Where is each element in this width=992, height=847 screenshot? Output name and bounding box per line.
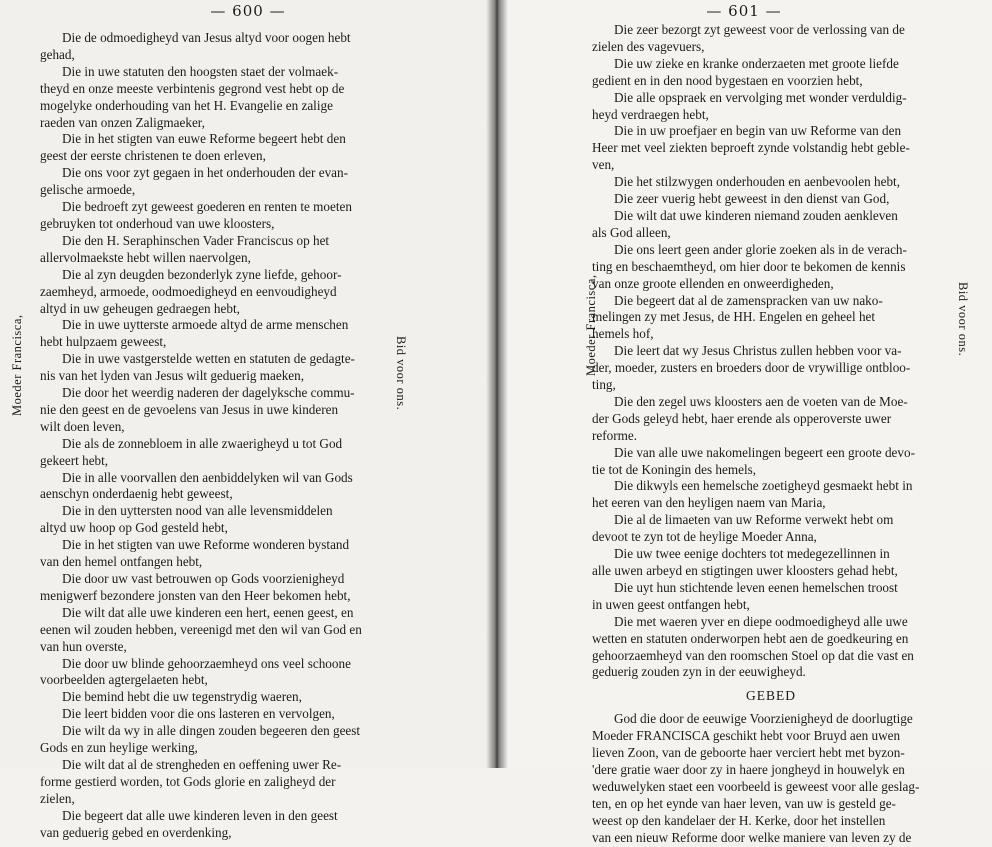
page-number: — 601 — <box>706 2 782 20</box>
text-line: forme gestierd worden, tot Gods glorie en zaligheyd der <box>40 773 336 789</box>
text-line: wilt doen leven, <box>40 418 125 434</box>
right-page <box>496 0 992 845</box>
text-line: Die als de zonnebloem in alle zwaerigheyd u tot God <box>62 435 343 451</box>
text-line: Die dikwyls een hemelsche zoetigheyd gesmaekt hebt in <box>614 478 913 494</box>
text-line: van den hemel ontfangen hebt, <box>40 554 203 570</box>
text-line: gedient en in den nood bygestaen en voorzien hebt, <box>592 72 863 88</box>
text-line: hebt hulpzaem geweest, <box>40 334 167 350</box>
side-label-moeder-francisca: Moeder Francisca, <box>584 274 598 376</box>
text-line: hemels hof, <box>592 326 654 342</box>
side-label-bid-voor-ons: Bid voor ons. <box>394 336 408 411</box>
text-line: wetten en statuten onderworpen hebt aen de goedkeuring en <box>592 630 909 646</box>
text-line: Die ons leert geen ander glorie zoeken als in de verach- <box>614 241 907 257</box>
text-line: gebruyken tot onderhoud van uwe kloosters, <box>40 215 275 231</box>
left-page-text <box>40 30 392 842</box>
text-line: Die uyt hun stichtende leven eenen hemelschen troost <box>614 579 898 595</box>
text-line: weduwelyken staet een voorbeeld is geweest voor alle geslag- <box>592 778 920 794</box>
text-line: tie tot de Koningin des hemels, <box>592 461 757 477</box>
side-label-moeder-francisca: Moeder Francisca, <box>10 314 24 416</box>
text-line: lieven Zoon, van de geboorte haer verciert hebt met byzon- <box>592 745 905 761</box>
right-page-text <box>592 22 950 847</box>
text-line: Die begeert dat alle uwe kinderen leven in den geest <box>62 807 338 823</box>
text-line: Die het stilzwygen onderhouden en aenbevoolen hebt, <box>614 174 901 190</box>
side-label-bid-voor-ons: Bid voor ons. <box>956 282 970 357</box>
text-line: Die zeer vuerig hebt geweest in den dienst van God, <box>614 191 890 207</box>
text-line: Die al de limaeten van uw Reforme verwekt hebt om <box>614 512 894 528</box>
text-line: ten, en op het eynde van haer leven, van uw is gesteld ge- <box>592 795 896 811</box>
text-line: Heer met veel ziekten beproeft zynde volstandig hebt geble- <box>592 140 910 156</box>
text-line: menigwerf bezondere jonsten van den Heer bekomen hebt, <box>40 587 351 603</box>
text-line: raeden van onzen Zaligmaeker, <box>40 114 205 130</box>
text-line: reforme. <box>592 427 638 443</box>
text-line: ting en beschaemtheyd, om hier door te bekomen de kennis <box>592 258 906 274</box>
text-line: der, moeder, zusters en broeders door de vrywillige ontbloo- <box>592 360 911 376</box>
text-line: Die wilt dat al de strengheden en oeffening uwer Re- <box>62 756 342 772</box>
text-line: altyd uw hoop op God gesteld hebt, <box>40 520 228 536</box>
text-line: nis van het lyden van Jesus wilt geduerig maeken, <box>40 368 305 384</box>
text-line: Die de odmoedigheyd van Jesus altyd voor oogen hebt <box>62 30 351 45</box>
text-line: gehoorzaemheyd van den roomschen Stoel op dat die vast en <box>592 647 914 663</box>
text-line: Gods en zun heylige werking, <box>40 740 198 756</box>
text-line: zielen des vagevuers, <box>592 38 705 54</box>
text-line: der Gods geleyd hebt, haer erende als opperoverste uwer <box>592 410 892 426</box>
text-line: weest op den kandelaer der H. Kerke, door het instellen <box>592 812 886 828</box>
text-line: geduerig zouden zyn in der eeuwigheyd. <box>592 664 806 680</box>
prayer-text <box>592 711 950 846</box>
text-line: Die leert dat wy Jesus Christus zullen hebben voor va- <box>614 343 902 359</box>
text-line: melingen zy met Jesus, de HH. Engelen en geheel het <box>592 309 876 325</box>
text-line: Die uw twee eenige dochters tot medegezellinnen in <box>614 546 890 562</box>
text-line: Die den H. Seraphinschen Vader Franciscus op het <box>62 232 330 248</box>
text-line: Die wilt da wy in alle dingen zouden begeeren den geest <box>62 723 361 739</box>
text-line: nie den geest en de gevoelens van Jesus in uwe kinderen <box>40 401 339 417</box>
text-line: allervolmaekste hebt willen naervolgen, <box>40 249 251 265</box>
text-line: van onze groote ellenden en onweerdigheden, <box>592 275 834 291</box>
text-line: van een nieuw Reforme door welke maniere van leven zy de <box>592 829 912 845</box>
text-line: Die door het weerdig naderen der dagelyksche commu- <box>62 385 355 401</box>
text-line: gelische armoede, <box>40 182 136 198</box>
text-line: gekeert hebt, <box>40 452 109 468</box>
text-line: Die bemind hebt die uw tegenstrydig waeren, <box>62 689 302 705</box>
text-line: Die van alle uwe nakomelingen begeert een groote devo- <box>614 444 915 460</box>
text-line: Die bedroeft zyt geweest goederen en renten te moeten <box>62 199 352 215</box>
text-line: aenschyn onderdaenig hebt geweest, <box>40 486 233 502</box>
text-line: Die in het stigten van euwe Reforme begeert hebt den <box>62 131 346 147</box>
book-gutter <box>486 0 508 768</box>
text-line: eenen wil zouden hebben, vereenigd met den wil van God en <box>40 621 362 637</box>
text-line: gehad, <box>40 46 75 62</box>
text-line: Die in uw proefjaer en begin van uw Reforme van den <box>614 123 902 139</box>
text-line: Die in uwe vastgerstelde wetten en statuten de gedagte- <box>62 351 355 367</box>
text-line: Die met waeren yver en diepe oodmoedigheyd alle uwe <box>614 613 908 629</box>
text-line: in uwen geest ontfangen hebt, <box>592 596 750 612</box>
text-line: voorbeelden agtergelaeten hebt, <box>40 672 208 688</box>
text-line: van geduerig gebed en overdenking, <box>40 824 232 840</box>
text-line: ting, <box>592 377 616 393</box>
text-line: theyd en onze meeste verbintenis gegrond vest hebt op de <box>40 80 345 96</box>
text-line: zaemheyd, armoede, oodmoedigheyd en eenvoudigheyd <box>40 283 337 299</box>
text-line: Die door uw blinde gehoorzaemheyd ons veel schoone <box>62 655 351 671</box>
text-line: God die door de eeuwige Voorzienigheyd de doorlugtige <box>614 711 913 727</box>
page-number: — 600 — <box>210 2 286 20</box>
text-line: 'dere gratie waer door zy in haere jongheyd in houwelyk en <box>592 761 905 777</box>
text-line: ven, <box>592 157 615 173</box>
text-line: Die den zegel uws kloosters aen de voeten van de Moe- <box>614 393 908 409</box>
text-line: Die zeer bezorgt zyt geweest voor de verlossing van de <box>614 22 905 37</box>
text-line: Moeder FRANCISCA geschikt hebt voor Bruyd aen uwen <box>592 728 901 744</box>
text-line: mogelyke onderhouding van het H. Evangelie en zalige <box>40 97 333 113</box>
text-line: Die in den uyttersten nood van alle levensmiddelen <box>62 503 333 519</box>
text-line: Die wilt dat alle uwe kinderen een hert, eenen geest, en <box>62 604 354 620</box>
text-line: heyd verdraegen hebt, <box>592 106 709 122</box>
text-line: Die alle opspraek en vervolging met wonder verduldig- <box>614 89 907 105</box>
text-line: Die uw zieke en kranke onderzaeten met groote liefde <box>614 55 899 71</box>
text-line: Die ons voor zyt gegaen in het onderhouden der evan- <box>62 165 348 181</box>
text-line: Die in uwe uytterste armoede altyd de arme menschen <box>62 317 349 333</box>
text-line: Die al zyn deugden bezonderlyk zyne liefde, gehoor- <box>62 266 342 282</box>
text-line: Die in alle voorvallen den aenbiddelyken wil van Gods <box>62 469 353 485</box>
text-line: als God alleen, <box>592 224 671 240</box>
text-line: Die leert bidden voor die ons lasteren en vervolgen, <box>62 706 335 722</box>
text-line: Die in het stigten van uwe Reforme wonderen bystand <box>62 537 350 553</box>
text-line: altyd in uw geheugen gedraegen hebt, <box>40 300 240 316</box>
text-line: zielen, <box>40 790 75 806</box>
text-line: alle uwen arbeyd en stigtingen uwer kloosters gehad hebt, <box>592 563 898 578</box>
text-line: Die begeert dat al de zamenspracken van uw nako- <box>614 292 883 308</box>
text-line: devoot te zyn tot de heylige Moeder Anna, <box>592 529 817 545</box>
prayer-heading: GEBED <box>746 688 796 704</box>
text-line: Die door uw vast betrouwen op Gods voorzienigheyd <box>62 571 345 586</box>
litany-continuation <box>592 22 950 681</box>
text-line: van hun overste, <box>40 638 127 654</box>
left-page <box>0 0 496 840</box>
text-line: Die wilt dat uwe kinderen niemand zouden aenkleven <box>614 207 898 223</box>
text-line: geest der eerste christenen te doen erleven, <box>40 148 266 164</box>
text-line: het eeren van den heyligen naem van Maria, <box>592 495 826 511</box>
text-line: Die in uwe statuten den hoogsten staet der volmaek- <box>62 63 339 79</box>
